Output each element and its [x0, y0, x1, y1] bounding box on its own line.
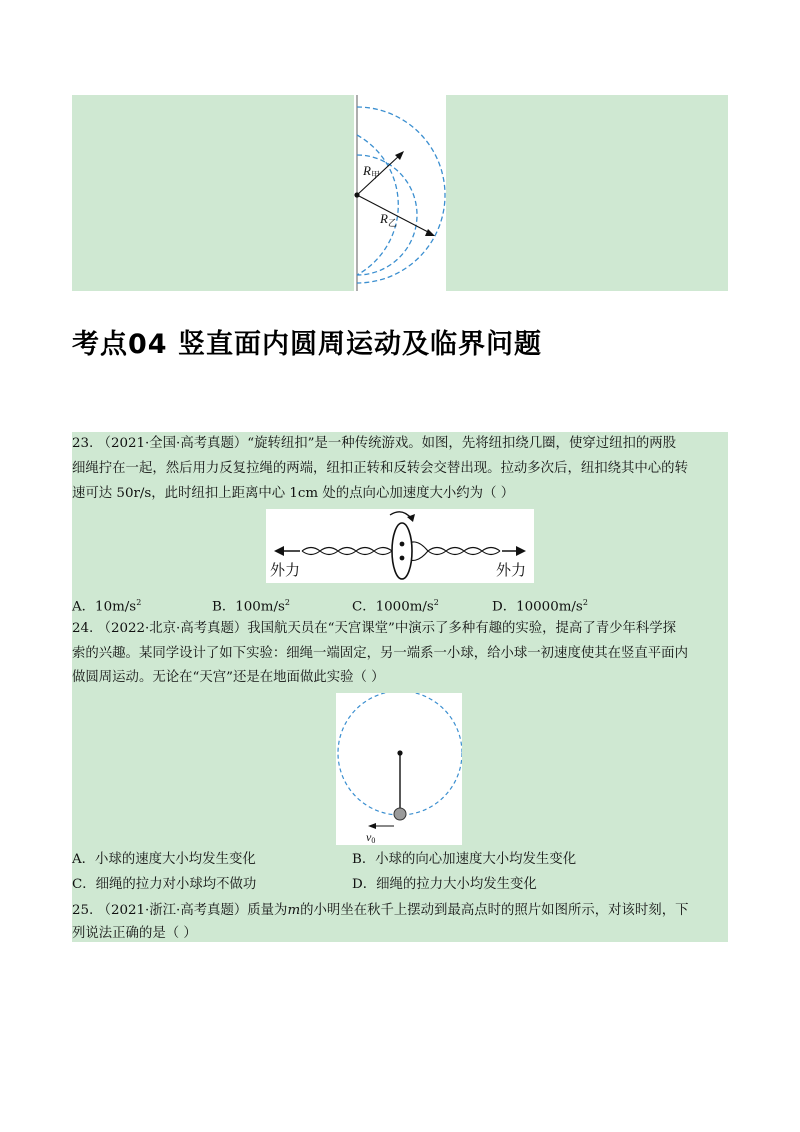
- label-r-yi-sub: 乙: [387, 218, 397, 228]
- fig-label-external-force-left: 外力: [270, 561, 301, 579]
- questions-block: [72, 432, 728, 942]
- q24-option-a: A．小球的速度大小均发生变化: [72, 852, 256, 867]
- section-heading: 考点04 竖直面内圆周运动及临界问题: [72, 329, 542, 360]
- button-spinner-figure: [266, 509, 534, 583]
- vertical-circle-figure: [336, 693, 462, 845]
- q23-line1: 23. （2021·全国·高考真题）“旋转纽扣”是一种传统游戏。如图，先将纽扣绕几圈，使穿过纽扣的两股: [72, 436, 677, 451]
- q24-line3: 做圆周运动。无论在“天宫”还是在地面做此实验（ ）: [72, 670, 385, 685]
- q25-line2: 列说法正确的是（ ）: [72, 926, 197, 941]
- button-spinner-diagram: [266, 509, 534, 583]
- q23-line3: 速可达 50r/s，此时纽扣上距离中心 1cm 处的点向心加速度大小约为（ ）: [72, 486, 515, 501]
- concentric-radius-diagram: [354, 95, 446, 291]
- q24-line2: 索的兴趣。某同学设计了如下实验：细绳一端固定，另一端系一小球，给小球一初速度使其在竖直平面内: [72, 646, 688, 661]
- top-figure: [72, 95, 728, 291]
- velocity-label: v: [366, 830, 372, 844]
- q24-line1: 24. （2022·北京·高考真题）我国航天员在“天宫课堂”中演示了多种有趣的实验，提高了青少年科学探: [72, 621, 677, 636]
- q24-option-c: C．细绳的拉力对小球均不做功: [72, 877, 257, 892]
- velocity-label-sub: 0: [371, 836, 376, 845]
- svg-text:v0: [366, 830, 375, 845]
- label-r-yi: R: [380, 211, 388, 226]
- label-r-jia-sub: 甲: [370, 170, 380, 180]
- q24-option-d: D．细绳的拉力大小均发生变化: [352, 877, 537, 892]
- q23-line2: 细绳拧在一起，然后用力反复拉绳的两端，纽扣正转和反转会交替出现。拉动多次后，纽扣绕其中心的转: [72, 461, 688, 476]
- q23-option-b: B．$100m/s^2$: [212, 598, 290, 615]
- vertical-circle-diagram: [336, 693, 462, 845]
- q24-option-b: B．小球的向心加速度大小均发生变化: [352, 852, 577, 867]
- q23-option-a: A．$10m/s^2$: [72, 598, 142, 615]
- fig-label-external-force-right: 外力: [496, 561, 527, 579]
- top-figure-left-panel: [72, 95, 354, 291]
- label-r-jia: R: [363, 163, 371, 178]
- q25-line1: 25. （2021·浙江·高考真题）质量为m的小明坐在秋千上摆动到最高点时的照片如图所示，对该时刻，下: [72, 903, 689, 918]
- q23-option-d: D．$10000m/s^2$: [492, 598, 588, 615]
- top-figure-right-panel: [446, 95, 728, 291]
- q23-option-c: C．$1000m/s^2$: [352, 598, 439, 615]
